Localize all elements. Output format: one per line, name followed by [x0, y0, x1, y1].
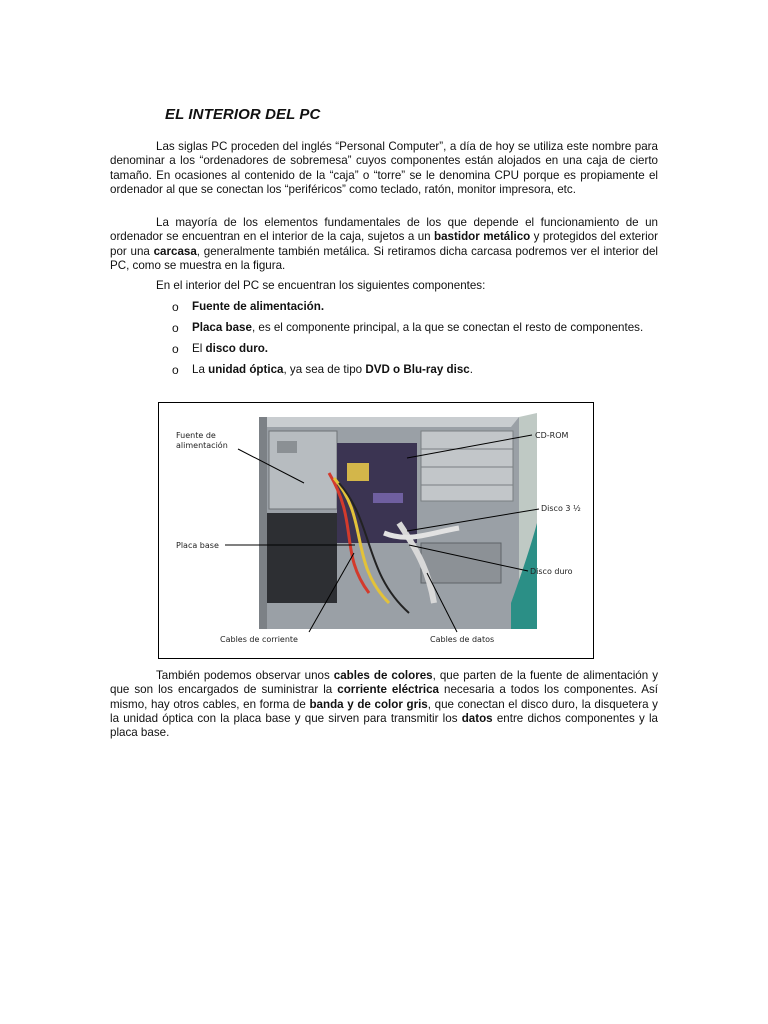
text: La mayoría de los elementos fundamentales de los que depende el funcionamiento de un ordenador se encuentran en el interior de la caja, sujetos a un [110, 216, 658, 244]
bold-text: banda y de color gris [309, 697, 428, 711]
bold-text: disco duro. [205, 341, 269, 355]
case-top-edge [259, 417, 519, 427]
hard-disk [421, 543, 501, 583]
label-floppy: Disco 3 ½ [541, 504, 581, 513]
paragraph-components-intro: En el interior del PC se encuentran los siguientes componentes: [156, 279, 486, 292]
label-cdrom: CD-ROM [535, 431, 569, 440]
label-hard-disk: Disco duro [530, 567, 573, 576]
expansion-slot [373, 493, 403, 503]
text: , generalmente también metálica. Si retiramos dicha carcasa podremos ver el interior del PC, como se muestra en la figura. [110, 244, 658, 272]
bold-text: Placa base [192, 320, 252, 334]
pc-interior-figure [158, 402, 594, 659]
paragraph-elements [110, 216, 658, 273]
list-item [172, 363, 658, 377]
text: , que parten de la fuente de alimentación y que son los encargados de suministrar la [110, 669, 658, 697]
power-supply-vent [277, 441, 297, 453]
text: También podemos observar unos [156, 669, 334, 682]
cpu-cooler [347, 463, 369, 481]
bold-text: Fuente de alimentación. [192, 300, 325, 313]
paragraph-cables [110, 669, 658, 740]
list-item [172, 300, 658, 314]
text: . [469, 362, 473, 376]
components-list [172, 300, 658, 384]
bullet-marker: o [172, 300, 179, 314]
list-item [172, 321, 658, 335]
bullet-marker: o [172, 341, 179, 356]
text: , es el componente principal, a la que se conectan el resto de componentes. [251, 320, 644, 334]
list-item [172, 342, 658, 356]
bold-text: bastidor metálico [434, 230, 531, 244]
bold-text: unidad óptica [208, 362, 284, 376]
text: necesaria a todos los componentes. Así mismo, hay otros cables, en forma de [110, 683, 659, 711]
label-power-supply: Fuente de [176, 431, 216, 440]
case-back-panel [267, 513, 337, 603]
label-power-cables: Cables de corriente [220, 635, 298, 644]
label-data-cables: Cables de datos [430, 635, 495, 644]
bullet-marker: o [172, 320, 179, 335]
text: La [192, 362, 209, 376]
bold-text: carcasa [153, 244, 197, 258]
text: y protegidos del exterior por una [110, 230, 658, 258]
text: entre dichos componentes y la placa base. [110, 711, 658, 740]
bold-text: cables de colores [333, 669, 433, 682]
bullet-marker: o [172, 362, 179, 377]
label-power-supply: alimentación [176, 441, 228, 450]
page-title: EL INTERIOR DEL PC [165, 106, 321, 123]
pc-interior-illustration [159, 403, 592, 657]
text: , que conectan el disco duro, la disquetera y la unidad óptica con la placa base y que sirven para transmitir los [110, 697, 658, 725]
case-left-edge [259, 417, 267, 629]
bold-text: datos [461, 711, 493, 725]
text: , ya sea de tipo [283, 362, 366, 376]
bold-text: corriente eléctrica [337, 683, 439, 697]
paragraph-intro: Las siglas PC proceden del inglés “Personal Computer”, a día de hoy se utiliza este nombre para denominar a los “ordenadores de sobremesa” cuyos componentes están alojados en una caja de cierto tamaño. En ocasiones al contenido de la “caja” o “torre” se le denomina CPU porque es propiamente el ordenador al que se conectan los “periféricos” como teclado, ratón, monitor impresora, etc. [110, 140, 658, 196]
label-motherboard: Placa base [176, 541, 219, 550]
text: El [192, 341, 206, 355]
bold-text: DVD o Blu-ray disc [365, 362, 470, 376]
